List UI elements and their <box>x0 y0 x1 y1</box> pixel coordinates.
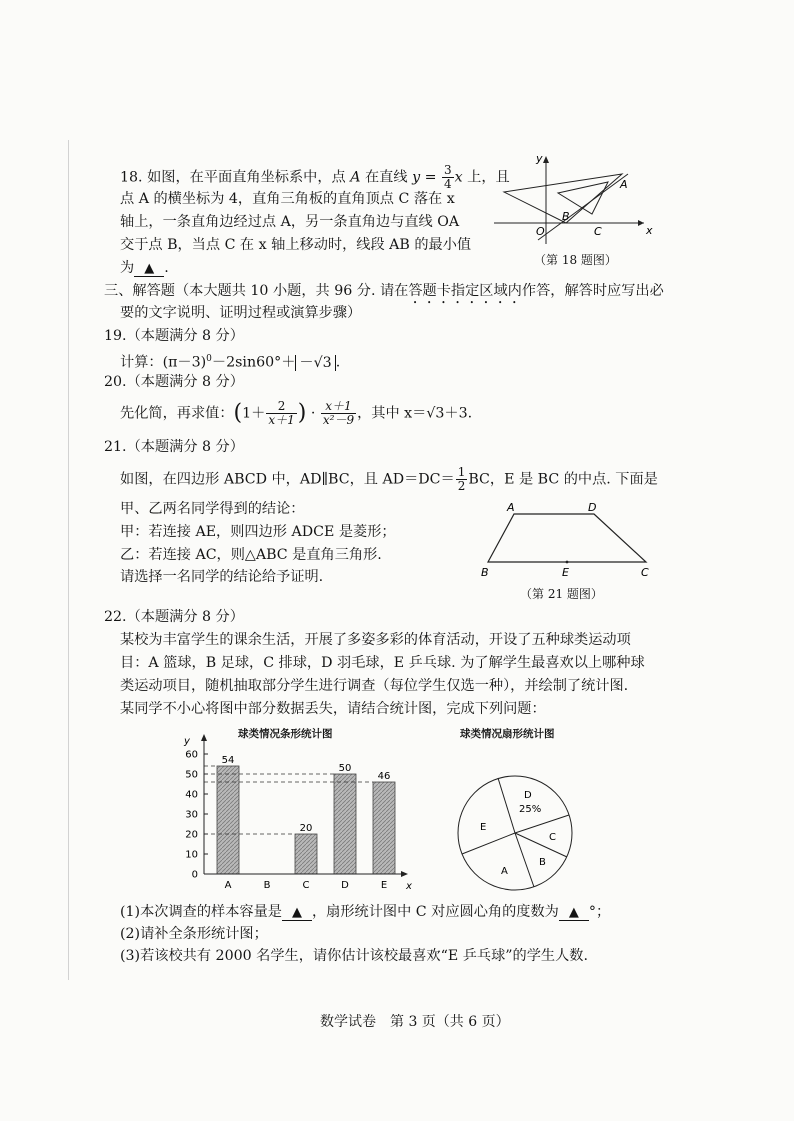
label-a: A <box>507 501 515 514</box>
x-tick-label-D: D <box>341 880 349 891</box>
q21-line-3: 甲：若连接 AE，则四边形 ADCE 是菱形； <box>120 524 396 540</box>
x-axis-arrow <box>638 220 644 226</box>
y-axis-arrow <box>543 156 549 163</box>
bar-value-label-C: 20 <box>299 823 313 834</box>
x-axis-arrow <box>401 871 408 877</box>
bar-value-label-E: 46 <box>377 771 391 782</box>
q18-line-4: 交于点 B，当点 C 在 x 轴上移动时，线段 AB 的最小值 <box>120 237 472 253</box>
q21-line-5: 请选择一名同学的结论给予证明. <box>120 569 324 585</box>
x-tick-label-B: B <box>263 880 271 891</box>
q22-sub-3: (3)若该校共有 2000 名学生，请你估计该校最喜欢“E 乒乓球”的学生人数. <box>120 948 588 964</box>
q20-head: 20.（本题满分 8 分） <box>104 374 244 390</box>
y-tick-label-30: 30 <box>185 809 198 821</box>
bar-E <box>373 782 395 874</box>
slice-divider-2 <box>515 815 569 833</box>
y-tick-label-40: 40 <box>185 789 198 801</box>
q22-line-2: 目：A 篮球，B 足球，C 排球，D 羽毛球，E 乒乓球. 为了解学生最喜欢以上哪种球 <box>120 655 645 671</box>
pie-label-e: E <box>480 822 487 833</box>
abs-value: －√3 <box>295 355 335 371</box>
answer-blank-marker: ▲ <box>134 261 164 277</box>
section3-line-2: 要的文字说明、证明过程或演算步骤） <box>120 305 362 321</box>
label-b: B <box>481 566 489 579</box>
q19-body: 计算：$(\pi-3)^0-2\sin 60^\circ+ -√3$ . <box>120 354 341 371</box>
q22-line-3: 类运动项目，随机抽取部分学生进行调查（每位学生仅选一种），并绘制了统计图. <box>120 678 629 694</box>
y-axis-arrow <box>201 734 207 741</box>
q22-head: 22.（本题满分 8 分） <box>104 609 244 625</box>
y-tick-label-20: 20 <box>185 829 198 841</box>
q21-line-1: 如图，在四边形 ABCD 中，AD∥BC，且 AD＝DC＝ $\frac{1}{2}$ BC，E 是 BC 的中点. 下面是 <box>120 465 658 493</box>
q18-line-1: 18. 如图，在平面直角坐标系中，点 A 在直线 y = $\frac{3}{4}$ x 上，且 <box>120 163 510 191</box>
x-tick-label-E: E <box>380 880 388 891</box>
q18-line-5: 为 ▲ . <box>120 260 169 276</box>
q22-line-1: 某校为丰富学生的课余生活，开展了多姿多彩的体育活动，开设了五种球类运动项 <box>120 632 631 648</box>
trapezoid-abcd <box>488 514 646 562</box>
bar-value-label-A: 54 <box>221 755 235 766</box>
pie-label-d: D <box>524 790 532 801</box>
q18-fraction: $\frac{3}{4}$ <box>444 163 452 191</box>
page-footer: 数学试卷 第 3 页（共 6 页） <box>320 1014 510 1030</box>
label-b: B <box>562 210 570 223</box>
x-tick-label-A: A <box>224 880 232 891</box>
label-c: C <box>641 566 649 579</box>
label-o: O <box>536 225 545 238</box>
y-tick-label-0: 0 <box>191 869 198 881</box>
q18-line-3: 轴上，一条直角边经过点 A，另一条直角边与直线 OA <box>120 214 460 230</box>
answer-blank-marker: ▲ <box>282 905 312 921</box>
y-tick-label-10: 10 <box>185 849 198 861</box>
q18-line-2: 点 A 的横坐标为 4，直角三角板的直角顶点 C 落在 x <box>120 191 455 207</box>
label-y: y <box>536 152 543 165</box>
label-a: A <box>620 178 628 191</box>
q22-sub-1: (1)本次调查的样本容量是 ▲ ，扇形统计图中 C 对应圆心角的度数为 ▲ °； <box>120 904 611 920</box>
bar-ylabel: y <box>184 736 190 747</box>
slice-divider-5 <box>462 833 515 854</box>
slice-divider-3 <box>515 833 567 857</box>
q21-figure <box>476 500 662 582</box>
q18-figure <box>494 148 664 246</box>
q21-caption: （第 21 题图） <box>520 587 603 601</box>
section3-line-1: 三、解答题（本大题共 10 小题，共 96 分. 请在答题卡指定区域内作答，解答时应写出必 <box>104 283 664 299</box>
pie-label-c: C <box>549 832 556 843</box>
q22-sub-2: (2)请补全条形统计图； <box>120 926 268 942</box>
answer-blank-marker: ▲ <box>559 905 589 921</box>
y-tick-label-60: 60 <box>185 749 198 761</box>
q20-body: 先化简，再求值：(1＋ $\frac{2}{x+1}$ ) · $\frac{x+1}{\text{x²－9}}$ ，其中 x＝√3＋3. <box>120 399 473 427</box>
pie-chart <box>452 770 602 896</box>
q22-line-4: 某同学不小心将图中部分数据丢失，请结合统计图，完成下列问题： <box>120 701 546 717</box>
bar-C <box>295 834 317 874</box>
bar-chart <box>170 732 420 894</box>
label-x: x <box>646 224 653 237</box>
q18-caption: （第 18 题图） <box>534 253 617 267</box>
bar-chart-title: 球类情况条形统计图 <box>238 728 333 740</box>
scan-border <box>68 140 69 980</box>
bar-D <box>334 774 356 874</box>
x-tick-label-C: C <box>302 880 310 891</box>
line-oa <box>538 174 628 240</box>
q21-line-4: 乙：若连接 AC，则△ABC 是直角三角形. <box>120 547 382 563</box>
label-e: E <box>562 566 569 579</box>
label-d: D <box>588 501 597 514</box>
y-tick-label-50: 50 <box>185 769 198 781</box>
slice-divider-4 <box>515 833 534 887</box>
pie-label-d-percent: 25% <box>519 804 542 815</box>
bar-value-label-D: 50 <box>338 763 352 774</box>
point-e <box>566 561 569 564</box>
pie-label-b: B <box>539 857 546 868</box>
q19-head: 19.（本题满分 8 分） <box>104 328 244 344</box>
q21-head: 21.（本题满分 8 分） <box>104 439 244 455</box>
label-c: C <box>594 225 602 238</box>
pie-chart-title: 球类情况扇形统计图 <box>460 728 555 740</box>
q21-line-2: 甲、乙两名同学得到的结论： <box>120 501 305 517</box>
bar-xlabel: x <box>406 881 412 892</box>
slice-divider-1 <box>498 778 515 833</box>
pie-label-a: A <box>501 866 508 877</box>
